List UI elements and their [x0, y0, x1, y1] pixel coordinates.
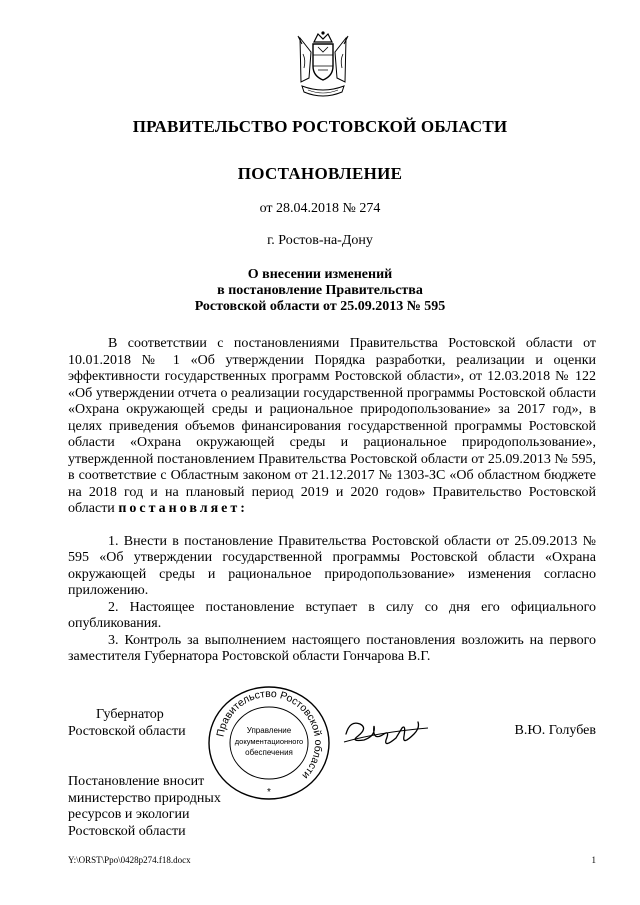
ministry-note-line: министерство природных	[68, 790, 221, 806]
ministry-note-line: Постановление вносит	[68, 774, 205, 789]
preamble-paragraph	[68, 336, 596, 518]
ministry-note-line: ресурсов и экологии	[68, 807, 190, 822]
preamble-text: В соответствии с постановлениями Правительства Ростовской области от 10.01.2018 № 1 «Об утверждении Порядка разработки, реализации и оценки эффективности государственных программ Ростовской области», от 12.03.2018 № 122 «Об утверждении отчета о реализации государственной программы Ростовской области «Охрана окружающей среды и рациональное природопользование» за 2017 год», в целях приведения объемов финансирования государственной программы Ростовской области «Охрана окружающей среды и рациональное природопользование», утвержденной постановлением Правительства Ростовской области от 25.09.2013 № 595, в соответствие с Областным законом от 21.12.2017 № 1303-ЗС «Об областном бюджете на 2018 год и на плановый период 2019 и 2020 годов» Правительство Ростовской области	[68, 336, 596, 516]
ministry-note	[68, 774, 221, 840]
item-paragraph: 3. Контроль за выполнением настоящего постановления возложить на первого заместителя Губернатора Ростовской области Гончарова В.Г.	[68, 632, 596, 664]
page-number: 1	[591, 855, 596, 865]
item-paragraph: 1. Внести в постановление Правительства Ростовской области от 25.09.2013 № 595 «Об утверждении государственной программы Ростовской области «Охрана окружающей среды и рациональное природопользование» изменения согласно приложению.	[68, 533, 596, 598]
handwritten-signature	[340, 712, 440, 752]
coat-of-arms-emblem	[294, 30, 352, 102]
decree-date-number: от 28.04.2018 № 274	[259, 201, 381, 216]
stamp-ring-text: Правительство Ростовской области	[214, 687, 325, 782]
subject-line: в постановление Правительства	[217, 283, 423, 298]
stamp-center-text: Управление	[246, 726, 292, 735]
stamp-center-text: обеспечения	[245, 748, 293, 757]
stamp-center-text: документационного	[234, 737, 304, 746]
government-title: ПРАВИТЕЛЬСТВО РОСТОВСКОЙ ОБЛАСТИ	[132, 117, 508, 136]
signer-name: В.Ю. Голубев	[514, 723, 596, 738]
subject-line: О внесении изменений	[247, 267, 393, 282]
decree-subject	[0, 267, 640, 315]
city-name: г. Ростов-на-Дону	[267, 233, 373, 248]
official-stamp	[205, 683, 333, 803]
stamp-star-icon: *	[267, 787, 271, 798]
ministry-note-line: Ростовской области	[68, 823, 186, 839]
signatory-title-line: Губернатор	[96, 707, 164, 722]
footer-file-path: Y:\ORST\Ppo\0428p274.f18.docx	[68, 855, 191, 865]
item-paragraph: 2. Настоящее постановление вступает в силу со дня его официального опубликования.	[68, 599, 596, 631]
signatory-title	[68, 706, 186, 740]
signatory-title-line: Ростовской области	[68, 724, 186, 739]
subject-line: Ростовской области от 25.09.2013 № 595	[194, 299, 446, 314]
decree-word: постановляет:	[118, 501, 248, 516]
decree-body	[68, 336, 596, 666]
document-type: ПОСТАНОВЛЕНИЕ	[237, 164, 403, 183]
